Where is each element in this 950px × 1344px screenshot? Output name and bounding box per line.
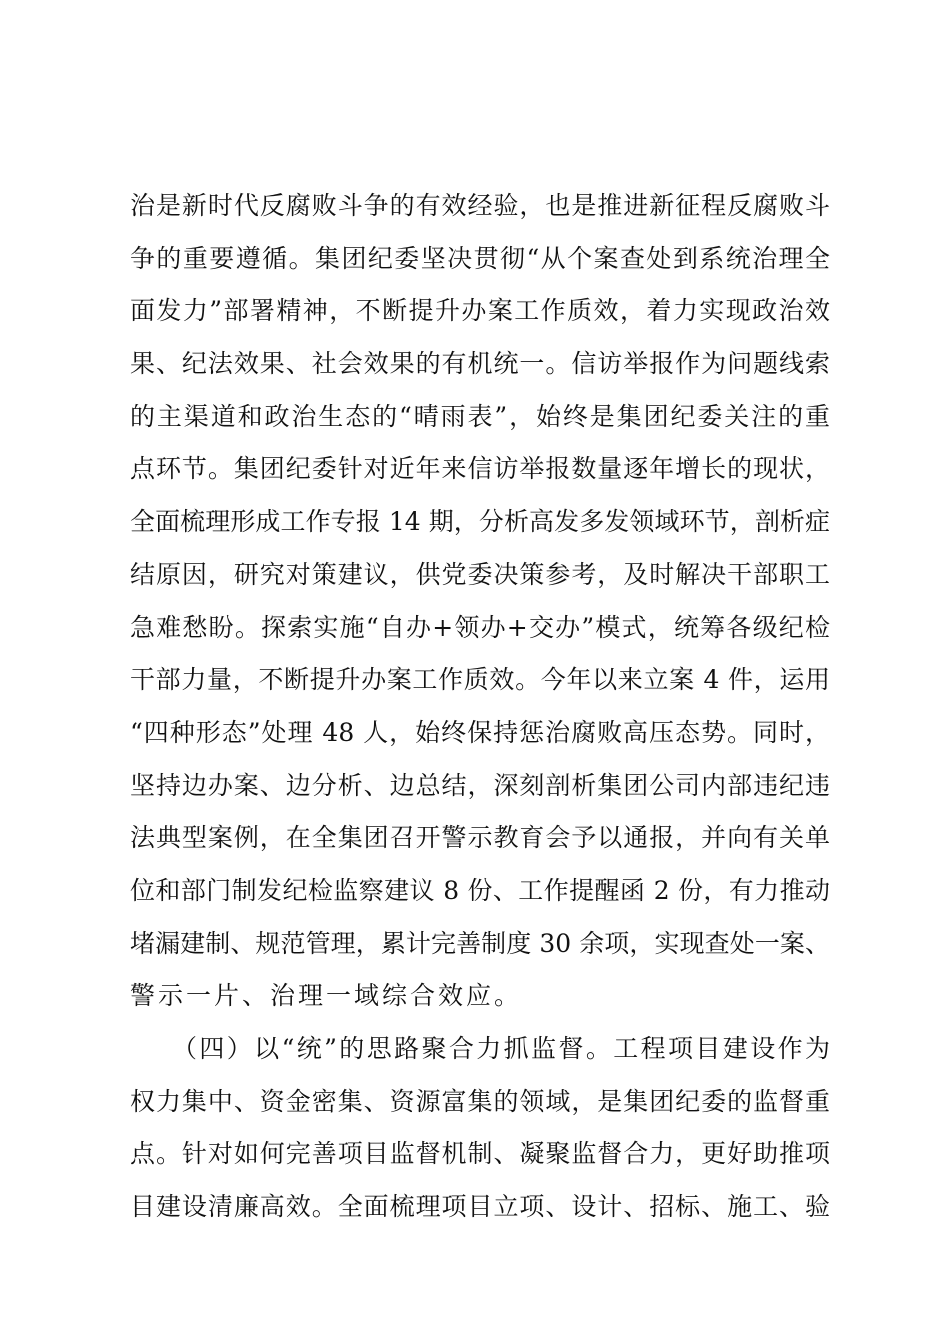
text-line: 点环节。集团纪委针对近年来信访举报数量逐年增长的现状， — [130, 454, 830, 484]
text-line: 争的重要遵循。集团纪委坚决贯彻“从个案查处到系统治理全 — [130, 243, 830, 273]
text-line: 堵漏建制、规范管理，累计完善制度 30 余项，实现查处一案、 — [130, 928, 830, 958]
section-heading-line: （四）以“统”的思路聚合力抓监督。工程项目建设作为 — [172, 1034, 830, 1063]
text-line: 果、纪法效果、社会效果的有机统一。信访举报作为问题线索 — [130, 349, 830, 379]
text-line: 治是新时代反腐败斗争的有效经验，也是推进新征程反腐败斗 — [130, 191, 830, 220]
text-line: 急难愁盼。探索实施“自办+领办+交办”模式，统筹各级纪检 — [130, 612, 830, 642]
text-line: 干部力量，不断提升办案工作质效。今年以来立案 4 件，运用 — [130, 665, 830, 695]
text-line: 坚持边办案、边分析、边总结，深刻剖析集团公司内部违纪违 — [130, 770, 830, 800]
text-line: 的主渠道和政治生态的“晴雨表”，始终是集团纪委关注的重 — [130, 401, 830, 431]
text-line: 点。针对如何完善项目监督机制、凝聚监督合力，更好助推项 — [130, 1139, 830, 1169]
text-line: 全面梳理形成工作专报 14 期，分析高发多发领域环节，剖析症 — [130, 507, 830, 537]
text-line: 位和部门制发纪检监察建议 8 份、工作提醒函 2 份，有力推动 — [130, 875, 830, 905]
text-line: 权力集中、资金密集、资源富集的领域，是集团纪委的监督重 — [130, 1086, 830, 1116]
text-line: 面发力”部署精神，不断提升办案工作质效，着力实现政治效 — [130, 296, 830, 326]
text-line: 法典型案例，在全集团召开警示教育会予以通报，并向有关单 — [130, 823, 830, 853]
paragraph-end-line: 警示一片、治理一域综合效应。 — [130, 981, 523, 1011]
body-text — [130, 180, 830, 1234]
text-line: 结原因，研究对策建议，供党委决策参考，及时解决干部职工 — [130, 559, 830, 589]
text-line: “四种形态”处理 48 人，始终保持惩治腐败高压态势。同时， — [130, 717, 830, 747]
text-line: 目建设清廉高效。全面梳理项目立项、设计、招标、施工、验 — [130, 1192, 830, 1222]
